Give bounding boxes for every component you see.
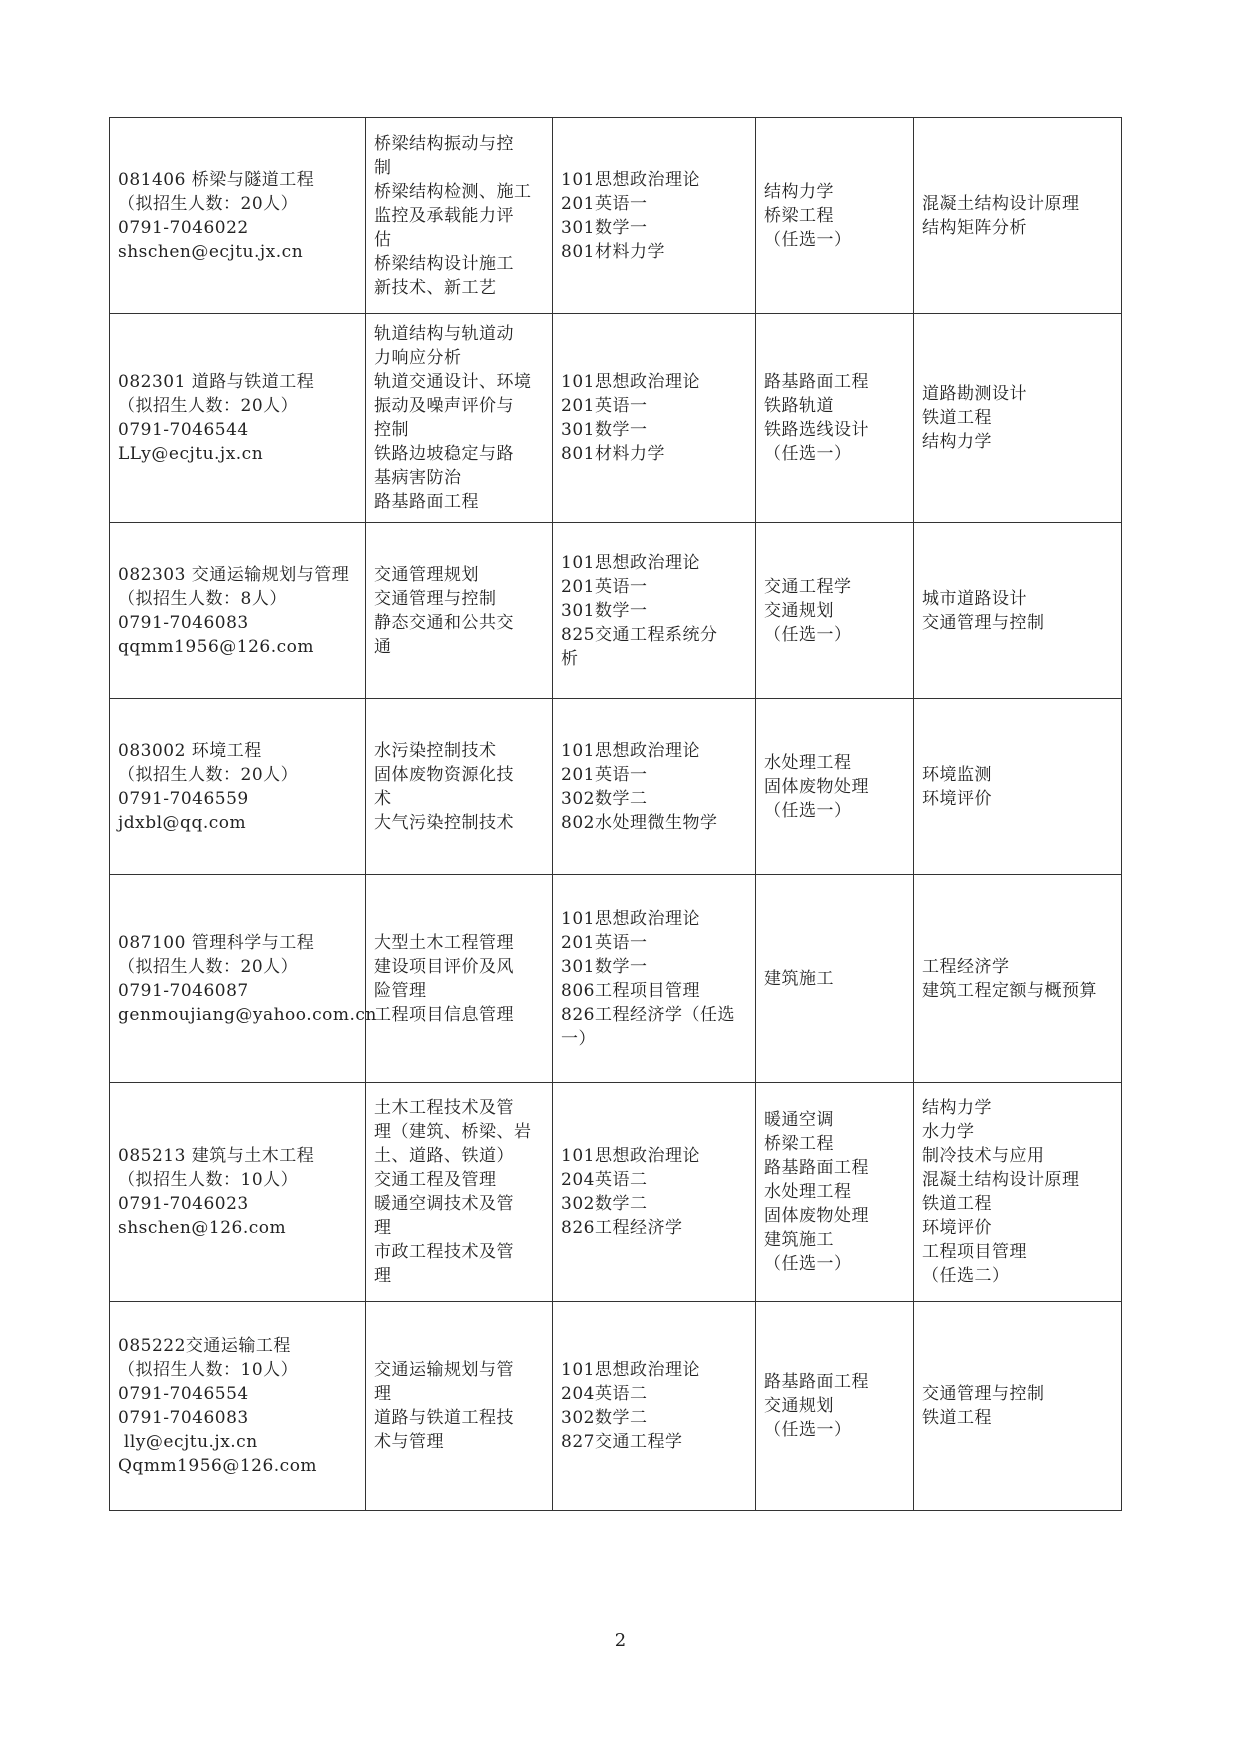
cell-line: 交通规划 bbox=[764, 1396, 834, 1416]
cell-line: 铁道工程 bbox=[922, 408, 992, 428]
cell-line: 桥梁结构检测、施工 bbox=[374, 181, 532, 202]
cell-line: 交通工程及管理 bbox=[374, 1170, 497, 1190]
cell-line: 建设项目评价及风 bbox=[374, 956, 514, 977]
cell-line: 桥梁工程 bbox=[764, 205, 834, 226]
cell-line: 101思想政治理论 bbox=[561, 552, 700, 573]
cell-line: 道路与铁道工程技 bbox=[374, 1408, 514, 1428]
cell-line: 201英语一 bbox=[561, 396, 648, 416]
cell-line: 建筑工程定额与概预算 bbox=[922, 980, 1097, 1001]
page-number: 2 bbox=[614, 1630, 627, 1651]
cell-line: 理 bbox=[374, 1218, 392, 1238]
cell-line: 制冷技术与应用 bbox=[922, 1146, 1045, 1166]
cell-line: （拟招生人数：10人） bbox=[118, 1170, 299, 1190]
cell-line: 监控及承载能力评 bbox=[374, 205, 514, 226]
major-cell bbox=[110, 699, 366, 875]
retest-subject-cell bbox=[756, 1302, 914, 1511]
cell-line: （拟招生人数：10人） bbox=[118, 1360, 299, 1380]
cell-line: 302数学二 bbox=[561, 1194, 648, 1214]
cell-line: 暖通空调 bbox=[764, 1110, 834, 1130]
cell-line: 工程经济学 bbox=[922, 956, 1010, 977]
retest-subject-cell bbox=[756, 875, 914, 1083]
cell-line: 路基路面工程 bbox=[764, 1158, 869, 1178]
retest-subject-cell bbox=[756, 523, 914, 699]
table-row bbox=[110, 523, 1122, 699]
cell-line: 085213 建筑与土木工程 bbox=[118, 1146, 315, 1166]
cell-line: 一） bbox=[561, 1028, 596, 1049]
cell-line: 铁路选线设计 bbox=[764, 420, 869, 440]
cell-line: （拟招生人数：20人） bbox=[118, 956, 299, 977]
cell-line: 土木工程技术及管 bbox=[374, 1098, 514, 1118]
exam-subjects-cell bbox=[553, 1083, 756, 1302]
cell-line: （任选一） bbox=[764, 1254, 852, 1274]
cell-line: （任选一） bbox=[764, 1420, 852, 1440]
cell-line: 201英语一 bbox=[561, 576, 648, 597]
cell-line: 基病害防治 bbox=[374, 468, 462, 488]
cell-line: 302数学二 bbox=[561, 1408, 648, 1428]
cell-line: 通 bbox=[374, 636, 392, 657]
cell-line: 结构力学 bbox=[922, 1098, 992, 1118]
cell-line: 轨道交通设计、环境 bbox=[374, 372, 532, 392]
cell-line: 087100 管理科学与工程 bbox=[118, 932, 315, 953]
cell-line: 市政工程技术及管 bbox=[374, 1242, 514, 1262]
cell-line: 101思想政治理论 bbox=[561, 1146, 700, 1166]
cell-line: jdxbl@qq.com bbox=[118, 812, 247, 833]
retest-subject-cell bbox=[756, 314, 914, 523]
cell-line: 振动及噪声评价与 bbox=[374, 396, 514, 416]
table-row bbox=[110, 118, 1122, 314]
cell-line: 301数学一 bbox=[561, 956, 648, 977]
cell-line: 铁道工程 bbox=[922, 1408, 992, 1428]
cell-line: 固体废物资源化技 bbox=[374, 764, 514, 785]
cell-line: 城市道路设计 bbox=[922, 588, 1027, 609]
cell-line: 混凝土结构设计原理 bbox=[922, 1170, 1080, 1190]
cell-line: 静态交通和公共交 bbox=[374, 612, 514, 633]
cell-line: 交通规划 bbox=[764, 600, 834, 621]
additional-test-cell bbox=[914, 118, 1122, 314]
cell-line: Qqmm1956@126.com bbox=[118, 1456, 318, 1476]
cell-line: （任选二） bbox=[922, 1266, 1010, 1286]
cell-line: 铁路轨道 bbox=[764, 396, 834, 416]
exam-subjects-cell bbox=[553, 875, 756, 1083]
cell-line: 801材料力学 bbox=[561, 444, 665, 464]
cell-line: 交通工程学 bbox=[764, 576, 852, 597]
cell-line: 101思想政治理论 bbox=[561, 169, 700, 190]
additional-test-cell bbox=[914, 699, 1122, 875]
retest-subject-cell bbox=[756, 1083, 914, 1302]
cell-line: （任选一） bbox=[764, 444, 852, 464]
cell-line: 801材料力学 bbox=[561, 241, 665, 262]
additional-test-cell bbox=[914, 1083, 1122, 1302]
major-cell bbox=[110, 875, 377, 1083]
cell-line: 固体废物处理 bbox=[764, 776, 869, 797]
research-direction-cell bbox=[366, 875, 553, 1083]
cell-line: shschen@126.com bbox=[118, 1218, 287, 1238]
cell-line: 析 bbox=[561, 648, 579, 669]
research-direction-cell bbox=[366, 1302, 553, 1511]
cell-line: 827交通工程学 bbox=[561, 1432, 683, 1452]
cell-line: 环境评价 bbox=[922, 1218, 992, 1238]
cell-line: 环境评价 bbox=[922, 788, 992, 809]
major-cell bbox=[110, 314, 366, 523]
table-row bbox=[110, 1083, 1122, 1302]
cell-line: 826工程经济学 bbox=[561, 1218, 683, 1238]
cell-line: 0791-7046083 bbox=[118, 1408, 249, 1428]
cell-line: 理 bbox=[374, 1266, 392, 1286]
cell-line: 险管理 bbox=[374, 980, 427, 1001]
cell-line: 0791-7046559 bbox=[118, 788, 249, 809]
cell-line: 新技术、新工艺 bbox=[374, 277, 497, 298]
cell-line: 806工程项目管理 bbox=[561, 980, 700, 1001]
cell-line: 201英语一 bbox=[561, 193, 648, 214]
cell-line: 桥梁结构设计施工 bbox=[374, 253, 514, 274]
research-direction-cell bbox=[366, 523, 553, 699]
major-cell bbox=[110, 1083, 366, 1302]
cell-line: 估 bbox=[374, 229, 392, 250]
research-direction-cell bbox=[366, 699, 553, 875]
cell-line: 201英语一 bbox=[561, 764, 648, 785]
cell-line: shschen@ecjtu.jx.cn bbox=[118, 241, 304, 262]
additional-test-cell bbox=[914, 314, 1122, 523]
cell-line: 301数学一 bbox=[561, 420, 648, 440]
research-direction-cell bbox=[366, 118, 553, 314]
cell-line: 0791-7046087 bbox=[118, 980, 249, 1001]
additional-test-cell bbox=[914, 523, 1122, 699]
cell-line: 802水处理微生物学 bbox=[561, 812, 718, 833]
cell-line: 混凝土结构设计原理 bbox=[922, 193, 1080, 214]
cell-line: 083002 环境工程 bbox=[118, 740, 262, 761]
cell-line: 水力学 bbox=[922, 1122, 975, 1142]
cell-line: 0791-7046023 bbox=[118, 1194, 249, 1214]
cell-line: 暖通空调技术及管 bbox=[374, 1194, 514, 1214]
cell-line: 301数学一 bbox=[561, 600, 648, 621]
table-row bbox=[110, 1302, 1122, 1511]
cell-line: 101思想政治理论 bbox=[561, 372, 700, 392]
cell-line: 固体废物处理 bbox=[764, 1206, 869, 1226]
cell-line: 大型土木工程管理 bbox=[374, 932, 514, 953]
cell-line: 环境监测 bbox=[922, 764, 992, 785]
cell-line: 水处理工程 bbox=[764, 752, 852, 773]
cell-line: 轨道结构与轨道动 bbox=[374, 324, 514, 344]
cell-line: 工程项目管理 bbox=[922, 1242, 1027, 1262]
major-cell bbox=[110, 1302, 366, 1511]
cell-line: （任选一） bbox=[764, 229, 852, 250]
cell-line: 结构矩阵分析 bbox=[922, 217, 1027, 238]
research-direction-cell bbox=[366, 1083, 553, 1302]
exam-subjects-cell bbox=[553, 523, 756, 699]
cell-line: 交通运输规划与管 bbox=[374, 1360, 514, 1380]
additional-test-cell bbox=[914, 875, 1122, 1083]
cell-line: 大气污染控制技术 bbox=[374, 812, 514, 833]
cell-line: 工程项目信息管理 bbox=[374, 1004, 514, 1025]
cell-line: 道路勘测设计 bbox=[922, 384, 1027, 404]
cell-line: 桥梁工程 bbox=[764, 1134, 834, 1154]
cell-line: 101思想政治理论 bbox=[561, 908, 700, 929]
cell-line: 结构力学 bbox=[764, 181, 834, 202]
cell-line: 结构力学 bbox=[922, 432, 992, 452]
cell-line: 术与管理 bbox=[374, 1432, 444, 1452]
additional-test-cell bbox=[914, 1302, 1122, 1511]
cell-line: 水污染控制技术 bbox=[374, 740, 497, 761]
cell-line: 301数学一 bbox=[561, 217, 648, 238]
cell-line: 路基路面工程 bbox=[764, 1372, 869, 1392]
cell-line: 082303 交通运输规划与管理 bbox=[118, 564, 350, 585]
cell-line: lly@ecjtu.jx.cn bbox=[118, 1432, 258, 1452]
cell-line: （任选一） bbox=[764, 800, 852, 821]
table-row bbox=[110, 699, 1122, 875]
cell-line: 825交通工程系统分 bbox=[561, 624, 718, 645]
cell-line: 控制 bbox=[374, 420, 409, 440]
cell-line: 路基路面工程 bbox=[764, 372, 869, 392]
cell-line: qqmm1956@126.com bbox=[118, 636, 314, 657]
cell-line: 204英语二 bbox=[561, 1170, 648, 1190]
cell-line: （拟招生人数：20人） bbox=[118, 764, 299, 785]
cell-line: （任选一） bbox=[764, 624, 852, 645]
cell-line: 交通管理与控制 bbox=[374, 588, 497, 609]
program-table-body bbox=[110, 118, 1122, 1511]
cell-line: 826工程经济学（任选 bbox=[561, 1004, 735, 1025]
cell-line: 理 bbox=[374, 1384, 392, 1404]
cell-line: 铁路边坡稳定与路 bbox=[374, 444, 514, 464]
exam-subjects-cell bbox=[553, 699, 756, 875]
cell-line: 302数学二 bbox=[561, 788, 648, 809]
cell-line: 力响应分析 bbox=[374, 348, 462, 368]
cell-line: 101思想政治理论 bbox=[561, 740, 700, 761]
cell-line: 铁道工程 bbox=[922, 1194, 992, 1214]
cell-line: LLy@ecjtu.jx.cn bbox=[118, 444, 264, 464]
cell-line: 桥梁结构振动与控 bbox=[374, 133, 514, 154]
major-cell bbox=[110, 118, 366, 314]
cell-line: 水处理工程 bbox=[764, 1182, 852, 1202]
exam-subjects-cell bbox=[553, 314, 756, 523]
retest-subject-cell bbox=[756, 699, 914, 875]
cell-line: 制 bbox=[374, 157, 392, 178]
cell-line: 交通管理与控制 bbox=[922, 1384, 1045, 1404]
cell-line: （拟招生人数：20人） bbox=[118, 396, 299, 416]
cell-line: 路基路面工程 bbox=[374, 492, 479, 512]
cell-line: 101思想政治理论 bbox=[561, 1360, 700, 1380]
cell-line: 0791-7046544 bbox=[118, 420, 249, 440]
cell-line: 082301 道路与铁道工程 bbox=[118, 372, 315, 392]
cell-line: 201英语一 bbox=[561, 932, 648, 953]
cell-line: 理（建筑、桥梁、岩 bbox=[374, 1122, 532, 1142]
cell-line: （拟招生人数：20人） bbox=[118, 193, 299, 214]
table-row bbox=[110, 875, 1122, 1083]
cell-line: 术 bbox=[374, 788, 392, 809]
cell-line: 204英语二 bbox=[561, 1384, 648, 1404]
cell-line: 0791-7046554 bbox=[118, 1384, 249, 1404]
cell-line: 建筑施工 bbox=[764, 1230, 834, 1250]
retest-subject-cell bbox=[756, 118, 914, 314]
cell-line: 0791-7046022 bbox=[118, 217, 249, 238]
cell-line: 交通管理规划 bbox=[374, 564, 479, 585]
major-cell bbox=[110, 523, 366, 699]
exam-subjects-cell bbox=[553, 1302, 756, 1511]
table-row bbox=[110, 314, 1122, 523]
cell-line: 085222交通运输工程 bbox=[118, 1336, 291, 1356]
cell-line: genmoujiang@yahoo.com.cn bbox=[118, 1004, 377, 1025]
cell-line: 交通管理与控制 bbox=[922, 612, 1045, 633]
research-direction-cell bbox=[366, 314, 553, 523]
cell-line: （拟招生人数：8人） bbox=[118, 588, 287, 609]
cell-line: 建筑施工 bbox=[764, 968, 834, 989]
program-table bbox=[109, 117, 1122, 1511]
cell-line: 081406 桥梁与隧道工程 bbox=[118, 169, 315, 190]
cell-line: 0791-7046083 bbox=[118, 612, 249, 633]
cell-line: 土、道路、铁道） bbox=[374, 1146, 514, 1166]
exam-subjects-cell bbox=[553, 118, 756, 314]
